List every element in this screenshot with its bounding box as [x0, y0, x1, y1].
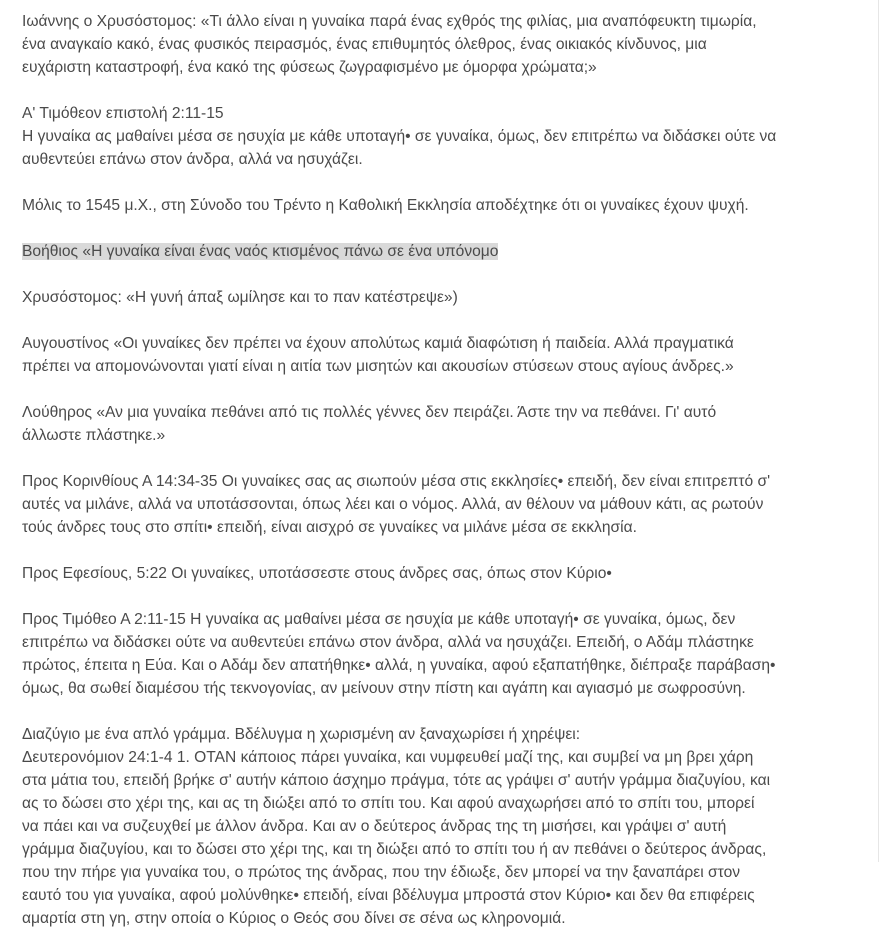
paragraph-deuteronomy [22, 723, 856, 930]
paragraph-chrysostom-quote [22, 10, 856, 79]
text-line: εαυτό του για γυναίκα, αφού μολύνθηκε• επειδή, είναι βδέλυγμα μπροστά στον Κύριο• και δεν θα επιφέρεις [22, 887, 755, 904]
text-line: Χρυσόστομος: «Η γυνή άπαξ ωμίλησε και το παν κατέστρεψε») [22, 289, 458, 306]
text-line: τούς άνδρες τους στο σπίτι• επειδή, είναι αισχρό σε γυναίκες να μιλάνε μέσα σε εκκλησία. [22, 519, 637, 536]
text-line: πρέπει να απομονώνονται γιατί είναι η αιτία των μισητών και ακουσίων στύσεων στους αγίους άνδρες.» [22, 358, 734, 375]
paragraph-boethius-highlighted [22, 240, 856, 263]
text-line: Η γυναίκα ας μαθαίνει μέσα σε ησυχία με κάθε υποταγή• σε γυναίκα, όμως, δεν επιτρέπω να διδάσκει ούτε να [22, 128, 777, 145]
text-line: Α' Τιμόθεον επιστολή 2:11-15 [22, 105, 224, 122]
paragraph-council-of-trent [22, 194, 856, 217]
highlighted-text: Βοήθιος «Η γυναίκα είναι ένας ναός κτισμένος πάνω σε ένα υπόνομο [22, 243, 499, 260]
text-line: στα μάτια του, επειδή βρήκε σ' αυτήν κάποιο άσχημο πράγμα, τότε ας γράψει σ' αυτήν γράμμα διαζυγίου, και [22, 772, 771, 789]
paragraph-augustine [22, 332, 856, 378]
paragraph-ephesians [22, 562, 856, 585]
text-line: που την πήρε για γυναίκα του, ο πρώτος της άνδρας, που την έδιωξε, δεν μπορεί να την ξαναπάρει στον [22, 864, 741, 881]
text-line: Λούθηρος «Αν μια γυναίκα πεθάνει από τις πολλές γέννες δεν πειράζει. Άστε την να πεθάνει. Γι' αυτό [22, 404, 717, 421]
text-line-wrapper [22, 240, 856, 263]
text-line: πρώτος, έπειτα η Εύα. Και ο Αδάμ δεν απατήθηκε• αλλά, η γυναίκα, αφού εξαπατήθηκε, διέπραξε παράβαση• [22, 657, 776, 674]
text-line: Δευτερονόμιον 24:1-4 1. ΟΤΑΝ κάποιος πάρει γυναίκα, και νυμφευθεί μαζί της, και συμβεί να μη βρει χάρη [22, 749, 754, 766]
text-line: Διαζύγιο με ένα απλό γράμμα. Βδέλυγμα η χωρισμένη αν ξαναχωρίσει ή χηρέψει: [22, 726, 581, 743]
text-line: ευχάριστη καταστροφή, ένα κακό της φύσεως ζωγραφισμένο με όμορφα χρώματα;» [22, 59, 597, 76]
text-line: Αυγουστίνος «Οι γυναίκες δεν πρέπει να έχουν απολύτως καμιά διαφώτιση ή παιδεία. Αλλά πραγματικά [22, 335, 734, 352]
text-line: Προς Τιμόθεο Α 2:11-15 Η γυναίκα ας μαθαίνει μέσα σε ησυχία με κάθε υποταγή• σε γυναίκα, όμως, δεν [22, 611, 736, 628]
paragraph-chrysostom-short [22, 286, 856, 309]
paragraph-timothy-epistle [22, 102, 856, 171]
text-line: όμως, θα σωθεί διαμέσου τής τεκνογονίας, αν μείνουν στην πίστη και αγάπη και αγιασμό με σωφροσύνη. [22, 680, 746, 697]
text-line: αυτές να μιλάνε, αλλά να υποτάσσονται, όπως λέει και ο νόμος. Αλλά, αν θέλουν να μάθουν κάτι, ας ρωτούν [22, 496, 764, 513]
text-line: γράμμα διαζυγίου, και το δώσει στο χέρι της, και τη διώξει από το σπίτι του ή αν πεθάνει ο δεύτερος άνδρας, [22, 841, 767, 858]
text-line: Ιωάννης ο Χρυσόστομος: «Τι άλλο είναι η γυναίκα παρά ένας εχθρός της φιλίας, μια αναπόφευκτη τιμωρία, [22, 13, 757, 30]
text-line: Προς Κορινθίους Α 14:34-35 Οι γυναίκες σας ας σιωπούν μέσα στις εκκλησίες• επειδή, δεν είναι επιτρεπτό σ' [22, 473, 771, 490]
text-line: Μόλις το 1545 μ.Χ., στη Σύνοδο του Τρέντο η Καθολική Εκκλησία αποδέχτηκε ότι οι γυναίκες έχουν ψυχή. [22, 197, 749, 214]
paragraph-corinthians [22, 470, 856, 539]
text-line: ας το δώσει στο χέρι της, και ας τη διώξει από το σπίτι του. Και αφού αναχωρήσει από το σπίτι του, μπορεί [22, 795, 755, 812]
text-line: επιτρέπω να διδάσκει ούτε να αυθεντεύει επάνω στον άνδρα, αλλά να ησυχάζει. Επειδή, ο Αδάμ πλάστηκε [22, 634, 754, 651]
text-line: άλλωστε πλάστηκε.» [22, 427, 166, 444]
text-line: να πάει και να συζευχθεί με άλλον άνδρα. Και αν ο δεύτερος άνδρας της τη μισήσει, και γράψει σ' αυτή [22, 818, 727, 835]
text-line: ένα αναγκαίο κακό, ένας φυσικός πειρασμός, ένας επιθυμητός όλεθρος, ένας οικιακός κίνδυνος, μια [22, 36, 707, 53]
text-line: αμαρτία στη γη, στην οποία ο Κύριος ο Θεός σου δίνει σε σένα ως κληρονομιά. [22, 910, 566, 927]
paragraph-timothy-2 [22, 608, 856, 700]
text-line: Προς Εφεσίους, 5:22 Οι γυναίκες, υποτάσσεστε στους άνδρες σας, όπως στον Κύριο• [22, 565, 612, 582]
paragraph-luther [22, 401, 856, 447]
text-line: αυθεντεύει επάνω στον άνδρα, αλλά να ησυχάζει. [22, 151, 363, 168]
